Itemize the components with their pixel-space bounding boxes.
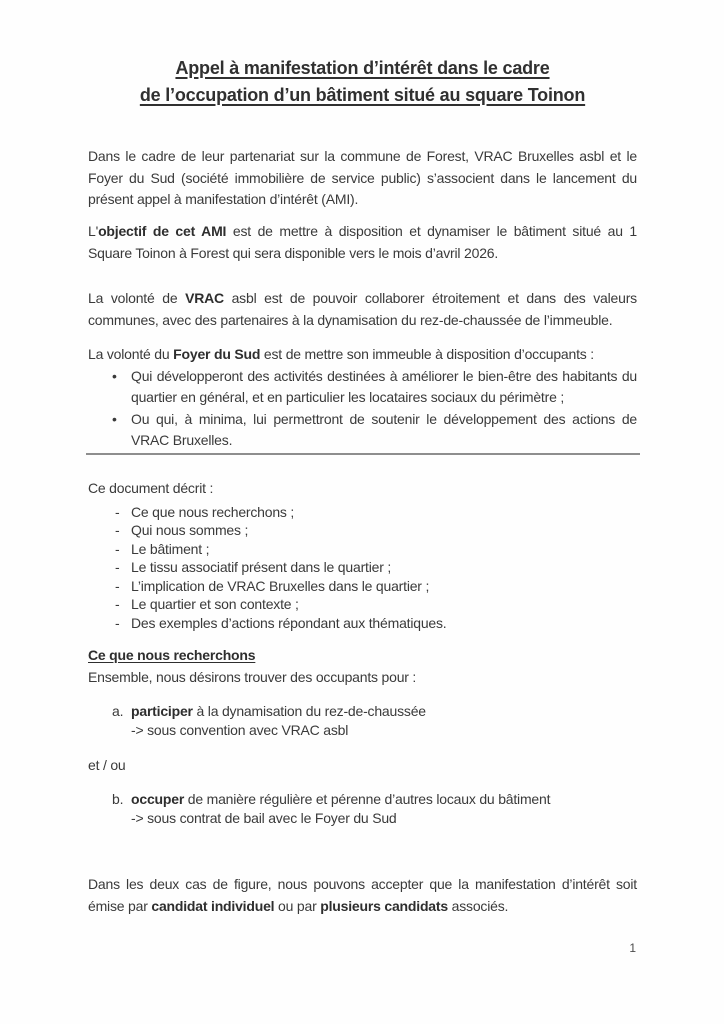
option-b-text: [131, 790, 550, 809]
contents-item: [88, 540, 637, 559]
dash-icon: -: [115, 596, 120, 613]
paragraph-volonte-vrac: [88, 288, 637, 331]
bullet-item-habitants: [88, 366, 637, 408]
option-b-section: [88, 790, 637, 828]
bullet-item-text: Qui développeront des activités destinées à améliorer le bien-être des habitants du quartier en général, et en particulier les locataires sociaux du périmètre ;: [131, 368, 637, 405]
contents-item: [88, 503, 637, 522]
document-title: [88, 55, 637, 109]
section-divider: [86, 453, 640, 455]
paragraph-closing-bold1: candidat individuel: [151, 897, 275, 914]
contents-item: [88, 521, 637, 540]
spacer: [88, 688, 637, 702]
bullet-icon: •: [112, 368, 117, 384]
search-section-heading: Ce que nous recherchons: [88, 647, 256, 663]
option-b-marker: b.: [112, 791, 124, 807]
bullet-item-text: Ou qui, à minima, lui permettront de soutenir le développement des actions de VRAC Bruxelles.: [131, 410, 637, 448]
paragraph-closing: [88, 874, 637, 917]
dash-icon: -: [115, 522, 120, 539]
contents-item-text: Le quartier et son contexte ;: [131, 596, 299, 613]
dash-icon: -: [115, 540, 120, 557]
option-b-rest: de manière régulière et pérenne d’autres locaux du bâtiment: [184, 791, 551, 807]
document-title-line2: de l’occupation d’un bâtiment situé au square Toinon: [139, 85, 586, 105]
bullet-icon: •: [112, 410, 117, 427]
paragraph-volonte-foyer: [88, 344, 637, 366]
paragraph-volonte-vrac-bold: VRAC: [185, 290, 224, 306]
bullet-item-soutien: [88, 409, 637, 451]
paragraph-closing-bold2: plusieurs candidats: [320, 897, 448, 914]
search-section-intro: Ensemble, nous désirons trouver des occupants pour :: [88, 668, 417, 685]
paragraph-volonte-foyer-pre: La volonté du: [88, 346, 174, 362]
paragraph-objectif-post: est de mettre à disposition et dynamiser le bâtiment situé au 1 Square Toinon à Forest qui sera disponible vers le mois d’avril 2026.: [88, 223, 638, 261]
option-b-bold: occuper: [131, 791, 185, 807]
option-a-marker: a.: [112, 703, 124, 719]
contents-item-text: Ce que nous recherchons ;: [131, 503, 295, 520]
connector-et-ou: et / ou: [88, 757, 126, 773]
contents-item-text: Le tissu associatif présent dans le quartier ;: [131, 559, 392, 576]
paragraph-objectif-bold: objectif de cet AMI: [98, 223, 227, 239]
option-b-subline: -> sous contrat de bail avec le Foyer du Sud: [131, 810, 397, 826]
contents-item-text: Des exemples d’actions répondant aux thématiques.: [131, 615, 447, 632]
dash-icon: -: [115, 615, 120, 632]
dash-icon: -: [115, 577, 120, 594]
contents-heading: Ce document décrit :: [88, 480, 214, 496]
paragraph-objectif: [88, 221, 637, 264]
option-a-rest: à la dynamisation du rez-de-chaussée: [192, 703, 426, 719]
paragraph-volonte-vrac-pre: La volonté de: [88, 290, 186, 306]
paragraph-objectif-pre: L': [88, 223, 99, 239]
contents-item-text: L’implication de VRAC Bruxelles dans le quartier ;: [131, 577, 430, 594]
search-section: [88, 645, 637, 740]
dash-icon: -: [115, 503, 120, 520]
option-a-text: [131, 702, 426, 721]
paragraph-volonte-foyer-post: est de mettre son immeuble à disposition d’occupants :: [260, 346, 594, 362]
paragraph-closing-pre: Dans les deux cas de figure, nous pouvons accepter que la manifestation d’intérêt soit émise par: [88, 876, 637, 914]
paragraph-closing-mid: ou par: [274, 897, 321, 914]
paragraph-closing-post: associés.: [447, 897, 509, 914]
option-a-row: [88, 702, 637, 721]
contents-item: [88, 614, 637, 633]
contents-item: [88, 595, 637, 614]
paragraph-volonte-vrac-post: asbl est de pouvoir collaborer étroitement et dans des valeurs communes, avec des partenaires à la dynamisation du rez-de-chaussée de l’immeuble.: [88, 290, 637, 328]
paragraph-partenariat: Dans le cadre de leur partenariat sur la commune de Forest, VRAC Bruxelles asbl et le Foyer du Sud (société immobilière de service public) s’associent dans le lancement du présent appel à manifestation d’intérêt (AMI).: [88, 148, 637, 207]
option-b-row: [88, 790, 637, 809]
contents-section: [88, 478, 637, 633]
contents-item: [88, 558, 637, 577]
contents-item: [88, 577, 637, 596]
option-a-subline: -> sous convention avec VRAC asbl: [131, 722, 349, 738]
contents-item-text: Le bâtiment ;: [131, 540, 210, 557]
option-a-bold: participer: [131, 703, 193, 719]
document-title-line1: Appel à manifestation d’intérêt dans le cadre: [175, 58, 550, 78]
paragraph-volonte-foyer-bold: Foyer du Sud: [173, 346, 261, 362]
contents-item-text: Qui nous sommes ;: [131, 522, 249, 539]
page-number: 1: [629, 941, 636, 955]
dash-icon: -: [115, 559, 120, 576]
section-foyer-du-sud: [88, 344, 637, 451]
